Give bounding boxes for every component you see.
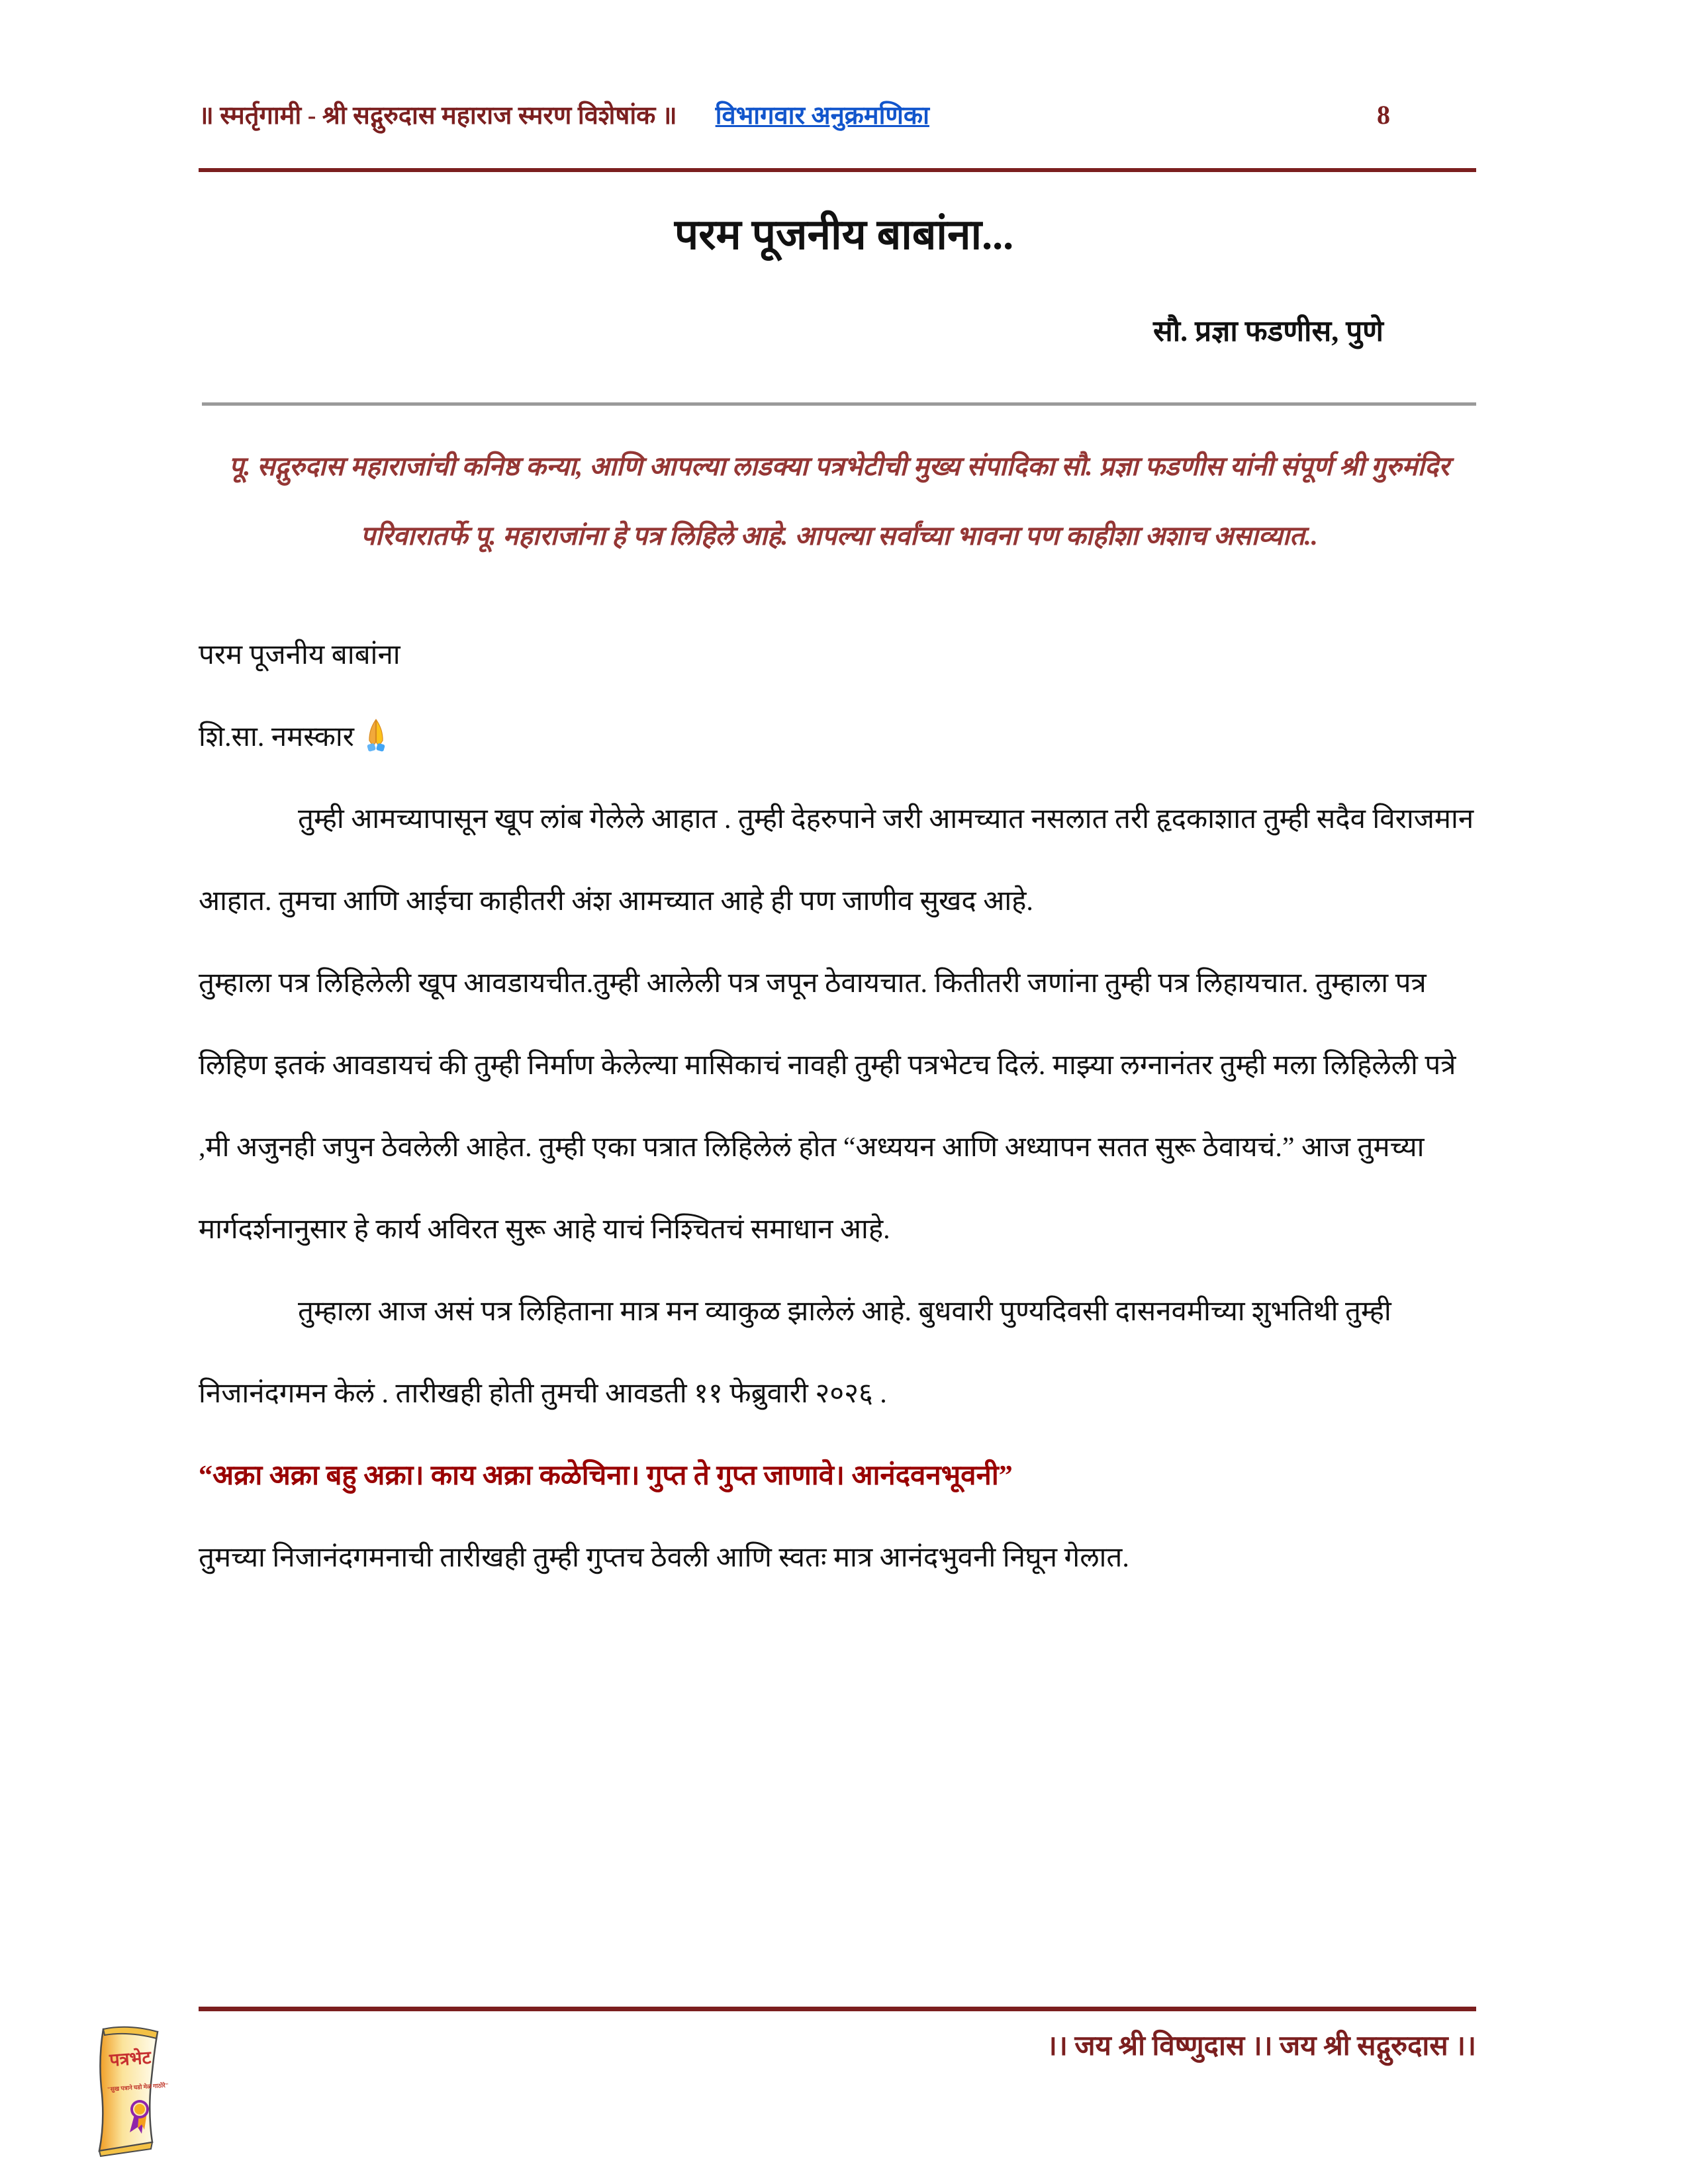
patrabhet-logo [83, 2021, 183, 2163]
scroll-icon [83, 2021, 183, 2163]
logo-tagline: "सुख पत्राने घडो मेळ गाठोरे" [107, 2081, 169, 2093]
paragraph: तुम्हाला आज असं पत्र लिहिताना मात्र मन व्याकुळ झालेलं आहे. बुधवारी पुण्यदिवसी दासनवमीच्या शुभतिथी तुम्ही निजानंदगमन केलं . तारीखही होती तुमची आवडती ११ फेब्रुवारी २०२६ . [199, 1297, 1391, 1409]
toc-link[interactable]: विभागवार अनुक्रमणिका [715, 102, 929, 130]
header-title: ॥ स्मर्तृगामी - श्री सद्गुरुदास महाराज स्मरण विशेषांक ॥ [199, 102, 677, 130]
footer-divider [199, 2007, 1476, 2011]
page-number: 8 [1377, 100, 1390, 130]
paragraph: तुम्हाला पत्र लिहिलेली खूप आवडायचीत.तुम्ही आलेली पत्र जपून ठेवायचात. कितीतरी जणांना तुम्ही पत्र लिहायचात. तुम्हाला पत्र लिहिण इतकं आवडायचं की तुम्ही निर्माण केलेल्या मासिकाचं नावही तुम्ही पत्रभेटच दिलं. माझ्या लग्नानंतर तुम्ही मला लिहिलेली पत्रे ,मी अजुनही जपुन ठेवलेली आहेत. तुम्ही एका पत्रात लिहिलेलं होत “अध्ययन आणि अध्यापन सतत सुरू ठेवायचं.” आज तुमच्या मार्गदर्शनानुसार हे कार्य अविरत सुरू आहे याचं निश्चितचं समाधान आहे. [199, 968, 1456, 1245]
folded-hands-icon [361, 703, 391, 737]
paragraph: तुमच्या निजानंदगमनाची तारीखही तुम्ही गुप्तच ठेवली आणि स्वतः मात्र आनंदभुवनी निघून गेलात. [199, 1543, 1129, 1573]
salutation-line: परम पूजनीय बाबांना [199, 640, 400, 670]
byline-divider [202, 402, 1476, 406]
article-byline: सौ. प्रज्ञा फडणीस, पुणे [1153, 315, 1383, 347]
header-divider [199, 168, 1476, 172]
greeting-line: शि.सा. नमस्कार [199, 696, 1489, 778]
letter-body [199, 614, 1489, 1599]
logo-title: पत्रभेट [109, 2047, 152, 2070]
footer-blessing: ।। जय श्री विष्णुदास ।। जय श्री सद्गुरुदास ।। [1047, 2031, 1476, 2062]
article-title: परम पूजनीय बाबांना... [674, 211, 1014, 258]
editor-intro-note: पू. सद्गुरुदास महाराजांची कनिष्ठ कन्या, आणि आपल्या लाडक्या पत्रभेटीची मुख्य संपादिका सौ. प्रज्ञा फडणीस यांनी संपूर्ण श्री गुरुमंदिर परिवारातर्फे पू. महाराजांना हे पत्र लिहिले आहे. आपल्या सर्वांच्या भावना पण काहीशा अशाच असाव्यात.. [228, 451, 1450, 551]
verse-quote: “अक्रा अक्रा बहु अक्रा। काय अक्रा कळेचिना। गुप्त ते गुप्त जाणावे। आनंदवनभूवनी” [199, 1461, 1013, 1491]
paragraph: तुम्ही आमच्यापासून खूप लांब गेलेले आहात . तुम्ही देहरुपाने जरी आमच्यात नसलात तरी हृदकाशात तुम्ही सदैव विराजमान आहात. तुमचा आणि आईचा काहीतरी अंश आमच्यात आहे ही पण जाणीव सुखद आहे. [199, 804, 1474, 917]
page-header [199, 98, 1476, 133]
